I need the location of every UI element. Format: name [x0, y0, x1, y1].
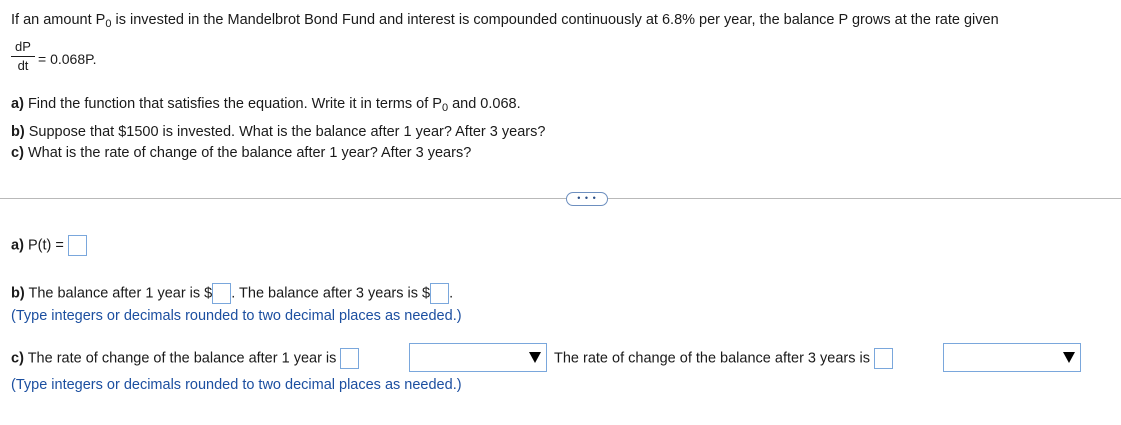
part-b-text: Suppose that $1500 is invested. What is the balance after 1 year? After 3 years? — [28, 124, 546, 140]
rate-1-year-units-dropdown[interactable] — [409, 343, 547, 372]
rate-3-years-units-dropdown[interactable] — [943, 343, 1081, 372]
section-divider — [0, 198, 1121, 199]
answer-a-text: P(t) = — [27, 237, 64, 254]
balance-1-year-input[interactable] — [212, 283, 231, 304]
part-b-label: b) — [11, 124, 25, 140]
more-options-button[interactable]: • • • — [566, 192, 608, 206]
derivative-fraction — [11, 40, 35, 73]
answer-c-text-2: The rate of change of the balance after 3 years is — [554, 350, 870, 367]
answer-b-label: b) — [11, 285, 25, 302]
dropdown-arrow-icon — [529, 352, 541, 363]
part-a-text-prefix: Find the function that satisfies the equation. Write it in terms of P — [27, 96, 442, 112]
part-c-question — [11, 145, 471, 161]
part-b-question — [11, 124, 545, 140]
dropdown-arrow-icon — [1063, 352, 1075, 363]
intro-suffix: is invested in the Mandelbrot Bond Fund and interest is compounded continuously at 6.8% per year, the balance P grows at the rate given — [111, 12, 999, 28]
balance-3-years-input[interactable] — [430, 283, 449, 304]
answer-b-hint: (Type integers or decimals rounded to two decimal places as needed.) — [11, 308, 462, 324]
intro-prefix: If an amount P — [11, 12, 106, 28]
answer-a-row — [11, 235, 87, 256]
fraction-denominator: dt — [17, 58, 29, 73]
part-a-question — [11, 96, 521, 114]
part-c-label: c) — [11, 145, 24, 161]
rate-1-year-input[interactable] — [340, 348, 359, 369]
answer-b-row — [11, 283, 453, 304]
fraction-bar — [11, 56, 35, 57]
part-c-text: What is the rate of change of the balance after 1 year? After 3 years? — [27, 145, 472, 161]
answer-c-row-part-2 — [554, 348, 893, 369]
equation-rhs: = 0.068P. — [38, 51, 97, 67]
answer-c-label: c) — [11, 350, 24, 367]
part-a-subscript: 0 — [441, 102, 449, 114]
part-a-label: a) — [11, 96, 24, 112]
answer-a-label: a) — [11, 237, 24, 254]
part-a-text-suffix: and 0.068. — [448, 96, 521, 112]
answer-c-hint: (Type integers or decimals rounded to two decimal places as needed.) — [11, 377, 462, 393]
fraction-numerator: dP — [15, 39, 31, 54]
intro-subscript: 0 — [105, 18, 112, 30]
answer-b-text-1: The balance after 1 year is $ — [28, 285, 213, 302]
rate-3-years-input[interactable] — [874, 348, 893, 369]
answer-a-input[interactable] — [68, 235, 87, 256]
answer-c-row-part-1 — [11, 348, 359, 369]
problem-intro — [11, 12, 999, 30]
answer-b-text-3: . — [449, 285, 454, 302]
answer-c-text-1: The rate of change of the balance after 1 year is — [27, 350, 337, 367]
answer-b-text-2: . The balance after 3 years is $ — [231, 285, 431, 302]
